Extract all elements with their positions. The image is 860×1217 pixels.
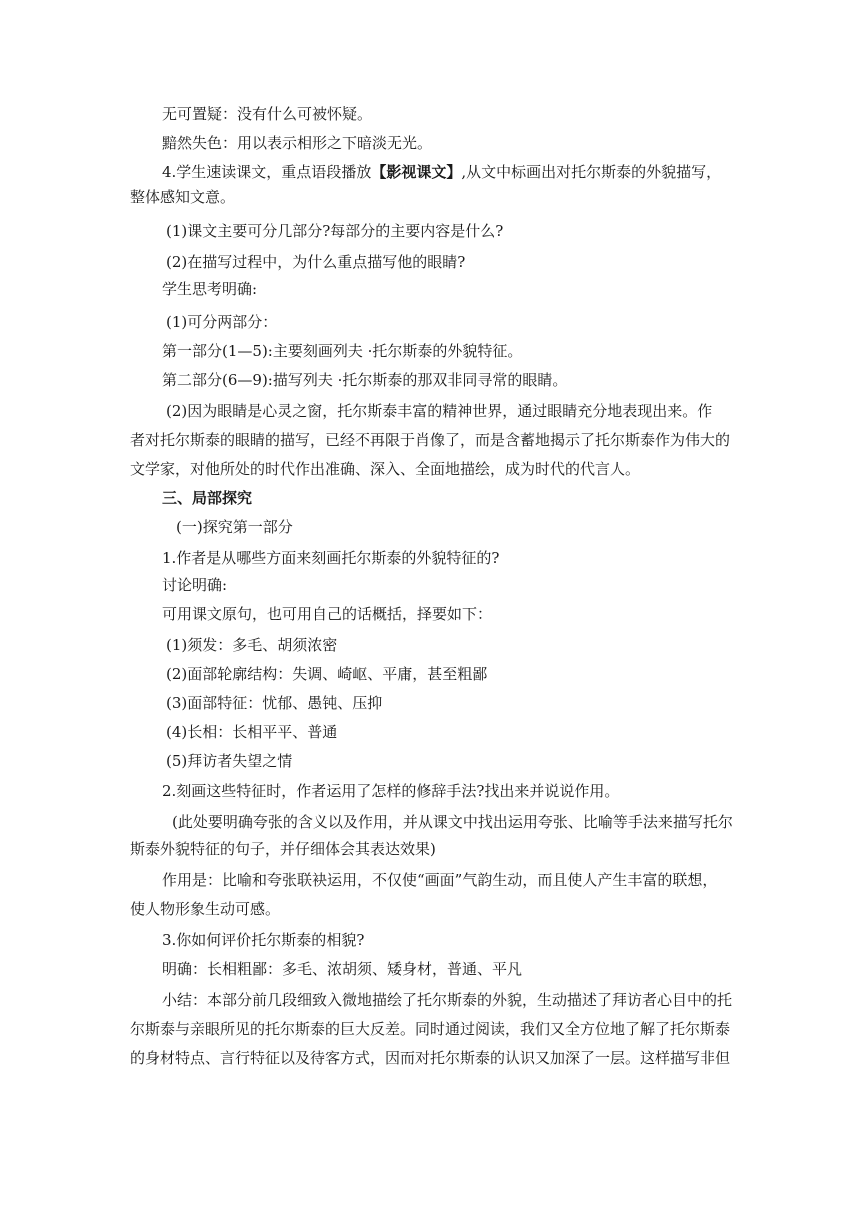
text-line: 黯然失色：用以表示相形之下暗淡无光。 [162,134,433,152]
text-line: 的身材特点、言行特征以及待客方式，因而对托尔斯泰的认识又加深了一层。这样描写非但 [130,1049,731,1067]
text-line: 2.刻画这些特征时，作者运用了怎样的修辞手法?找出来并说说作用。 [162,782,620,800]
text-segment: ,从文中标画出对托尔斯泰的外貌描写， [461,163,722,181]
text-line: 3.你如何评价托尔斯泰的相貌? [162,931,365,949]
text-line: 1.作者是从哪些方面来刻画托尔斯泰的外貌特征的? [162,549,500,567]
text-line: 斯泰外貌特征的句子，并仔细体会其表达效果) [130,840,436,858]
text-line: 可用课文原句，也可用自己的话概括，择要如下： [162,605,493,623]
text-line: 讨论明确: [162,576,228,594]
text-line: 整体感知文意。 [130,188,236,206]
text-line: 第二部分(6—9):描写列夫 ·托尔斯泰的那双非同寻常的眼睛。 [162,371,568,389]
section-heading: 三、局部探究 [162,489,253,507]
text-line: 无可置疑：没有什么可被怀疑。 [162,105,373,123]
text-line: 尔斯泰与亲眼所见的托尔斯泰的巨大反差。同时通过阅读，我们又全方位地了解了托尔斯泰 [130,1020,731,1038]
text-line: 者对托尔斯泰的眼睛的描写，已经不再限于肖像了，而是含蓄地揭示了托尔斯泰作为伟大的 [130,431,731,449]
text-line: 使人物形象生动可感。 [130,900,281,918]
text-line: (1)课文主要可分几部分?每部分的主要内容是什么? [166,222,504,240]
text-line: (2)在描写过程中，为什么重点描写他的眼睛? [166,253,466,271]
text-line: 明确：长相粗鄙：多毛、浓胡须、矮身材，普通、平凡 [162,960,523,978]
list-item: (2)面部轮廓结构：失调、崎岖、平庸，甚至粗鄙 [166,665,488,683]
text-line: (一)探究第一部分 [176,518,293,536]
list-item: (1)须发：多毛、胡须浓密 [166,636,338,654]
list-item: (3)面部特征：忧郁、愚钝、压抑 [166,694,383,712]
text-line [162,162,721,182]
text-line: 第一部分(1—5):主要刻画列夫 ·托尔斯泰的外貌特征。 [162,342,523,360]
list-item: (4)长相：长相平平、普通 [166,723,338,741]
text-line: 小结：本部分前几段细致入微地描绘了托尔斯泰的外貌，生动描述了拜访者心目中的托 [162,991,733,1009]
text-line: (此处要明确夸张的含义以及作用，并从课文中找出运用夸张、比喻等手法来描写托尔 [172,813,733,831]
text-line: (2)因为眼睛是心灵之窗，托尔斯泰丰富的精神世界，通过眼睛充分地表现出来。作 [166,402,713,420]
text-line: (1)可分两部分： [166,313,278,331]
list-item: (5)拜访者失望之情 [166,752,293,770]
text-line: 学生思考明确: [162,280,258,298]
emphasis-text: 【影视课文】 [371,163,462,181]
text-line: 文学家，对他所处的时代作出准确、深入、全面地描绘，成为时代的代言人。 [130,460,641,478]
text-segment: 4.学生速读课文，重点语段播放 [162,163,372,181]
text-line: 作用是：比喻和夸张联袂运用，不仅使“画面”气韵生动，而且使人产生丰富的联想， [162,871,718,889]
